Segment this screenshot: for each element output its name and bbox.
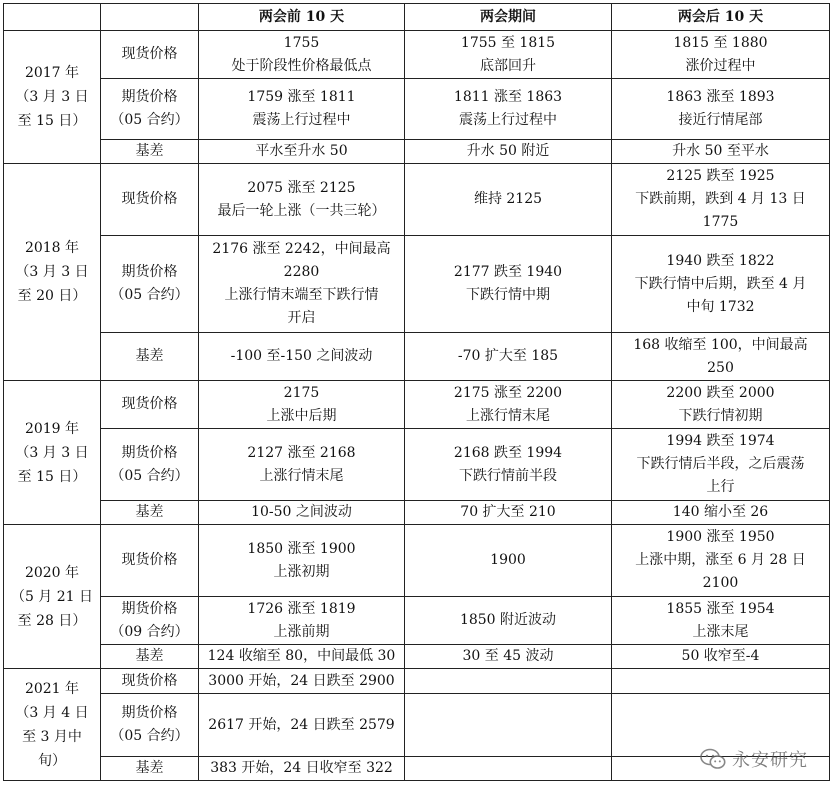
cell-2021-basis-before: 383 开始，24 日收窄至 322 — [199, 757, 405, 781]
header-during: 两会期间 — [405, 4, 612, 31]
cell-2021-futures-during — [405, 694, 612, 757]
cell-2021-spot-before: 3000 开始，24 日跌至 2900 — [199, 669, 405, 694]
cell-2021-futures-before: 2617 开始，24 日跌至 2579 — [199, 694, 405, 757]
comparison-table — [3, 3, 830, 781]
cell-2019-basis-before: 10-50 之间波动 — [199, 501, 405, 525]
row-2019-basis — [4, 501, 830, 525]
row-label-futures-05: 期货价格 （05 合约） — [101, 79, 199, 140]
row-2021-spot — [4, 669, 830, 694]
cell-2020-spot-during: 1900 — [405, 525, 612, 597]
year-label-2020: 2020 年 （5 月 21 日 至 28 日） — [4, 525, 101, 669]
year-label-2021: 2021 年 （3 月 4 日 至 3 月中 旬） — [4, 669, 101, 781]
cell-2017-spot-during: 1755 至 1815 底部回升 — [405, 31, 612, 79]
cell-2020-basis-before: 124 收缩至 80，中间最低 30 — [199, 645, 405, 669]
year-label-2019: 2019 年 （3 月 3 日 至 15 日） — [4, 381, 101, 525]
row-2018-spot — [4, 164, 830, 236]
cell-2020-spot-before: 1850 涨至 1900 上涨初期 — [199, 525, 405, 597]
cell-2019-futures-during: 2168 跌至 1994 下跌行情前半段 — [405, 429, 612, 501]
row-label-spot: 现货价格 — [101, 669, 199, 694]
header-blank-cell — [4, 4, 101, 31]
cell-2018-basis-during: -70 扩大至 185 — [405, 333, 612, 381]
cell-2020-spot-after: 1900 涨至 1950 上涨中期，涨至 6 月 28 日 2100 — [612, 525, 830, 597]
cell-2019-basis-during: 70 扩大至 210 — [405, 501, 612, 525]
cell-2018-futures-during: 2177 跌至 1940 下跌行情中期 — [405, 236, 612, 333]
row-label-basis: 基差 — [101, 140, 199, 164]
cell-2018-basis-after: 168 收缩至 100，中间最高 250 — [612, 333, 830, 381]
row-label-futures-05: 期货价格 （05 合约） — [101, 429, 199, 501]
cell-2017-spot-before: 1755 处于阶段性价格最低点 — [199, 31, 405, 79]
row-2020-spot — [4, 525, 830, 597]
row-label-futures-09: 期货价格 （09 合约） — [101, 597, 199, 645]
header-blank-cell — [101, 4, 199, 31]
cell-2019-spot-before: 2175 上涨中后期 — [199, 381, 405, 429]
header-after: 两会后 10 天 — [612, 4, 830, 31]
row-label-futures-05: 期货价格 （05 合约） — [101, 236, 199, 333]
cell-2018-spot-after: 2125 跌至 1925 下跌前期，跌到 4 月 13 日 1775 — [612, 164, 830, 236]
cell-2019-spot-during: 2175 涨至 2200 上涨行情末尾 — [405, 381, 612, 429]
row-label-basis: 基差 — [101, 757, 199, 781]
row-2017-spot — [4, 31, 830, 79]
row-2017-basis — [4, 140, 830, 164]
cell-2021-basis-after — [612, 757, 830, 781]
row-2019-spot — [4, 381, 830, 429]
row-2020-basis — [4, 645, 830, 669]
row-label-spot: 现货价格 — [101, 164, 199, 236]
row-label-spot: 现货价格 — [101, 31, 199, 79]
cell-2020-futures-during: 1850 附近波动 — [405, 597, 612, 645]
cell-2020-futures-before: 1726 涨至 1819 上涨前期 — [199, 597, 405, 645]
cell-2019-futures-before: 2127 涨至 2168 上涨行情末尾 — [199, 429, 405, 501]
cell-2019-basis-after: 140 缩小至 26 — [612, 501, 830, 525]
row-2021-futures — [4, 694, 830, 757]
row-2019-futures — [4, 429, 830, 501]
row-2021-basis — [4, 757, 830, 781]
cell-2019-futures-after: 1994 跌至 1974 下跌行情后半段，之后震荡 上行 — [612, 429, 830, 501]
cell-2020-basis-during: 30 至 45 波动 — [405, 645, 612, 669]
row-label-basis: 基差 — [101, 645, 199, 669]
year-label-2017: 2017 年 （3 月 3 日 至 15 日） — [4, 31, 101, 164]
cell-2017-basis-before: 平水至升水 50 — [199, 140, 405, 164]
cell-2017-basis-after: 升水 50 至平水 — [612, 140, 830, 164]
row-2020-futures — [4, 597, 830, 645]
row-2018-futures — [4, 236, 830, 333]
cell-2017-futures-during: 1811 涨至 1863 震荡上行过程中 — [405, 79, 612, 140]
row-label-spot: 现货价格 — [101, 381, 199, 429]
row-label-spot: 现货价格 — [101, 525, 199, 597]
cell-2021-futures-after — [612, 694, 830, 757]
cell-2018-futures-before: 2176 涨至 2242，中间最高 2280 上涨行情末端至下跌行情 开启 — [199, 236, 405, 333]
row-label-basis: 基差 — [101, 333, 199, 381]
watermark-text: 永安研究 — [732, 750, 808, 771]
cell-2021-basis-during — [405, 757, 612, 781]
cell-2017-basis-during: 升水 50 附近 — [405, 140, 612, 164]
row-2018-basis — [4, 333, 830, 381]
cell-2020-basis-after: 50 收窄至-4 — [612, 645, 830, 669]
cell-2018-spot-before: 2075 涨至 2125 最后一轮上涨（一共三轮） — [199, 164, 405, 236]
row-2017-futures — [4, 79, 830, 140]
cell-2018-futures-after: 1940 跌至 1822 下跌行情中后期，跌至 4 月 中旬 1732 — [612, 236, 830, 333]
header-before: 两会前 10 天 — [199, 4, 405, 31]
cell-2018-basis-before: -100 至-150 之间波动 — [199, 333, 405, 381]
header-row — [4, 4, 830, 31]
cell-2019-spot-after: 2200 跌至 2000 下跌行情初期 — [612, 381, 830, 429]
cell-2020-futures-after: 1855 涨至 1954 上涨末尾 — [612, 597, 830, 645]
year-label-2018: 2018 年 （3 月 3 日 至 20 日） — [4, 164, 101, 381]
cell-2017-futures-before: 1759 涨至 1811 震荡上行过程中 — [199, 79, 405, 140]
cell-2017-futures-after: 1863 涨至 1893 接近行情尾部 — [612, 79, 830, 140]
cell-2018-spot-during: 维持 2125 — [405, 164, 612, 236]
cell-2021-spot-after — [612, 669, 830, 694]
cell-2017-spot-after: 1815 至 1880 涨价过程中 — [612, 31, 830, 79]
row-label-basis: 基差 — [101, 501, 199, 525]
cell-2021-spot-during — [405, 669, 612, 694]
row-label-futures-05: 期货价格 （05 合约） — [101, 694, 199, 757]
